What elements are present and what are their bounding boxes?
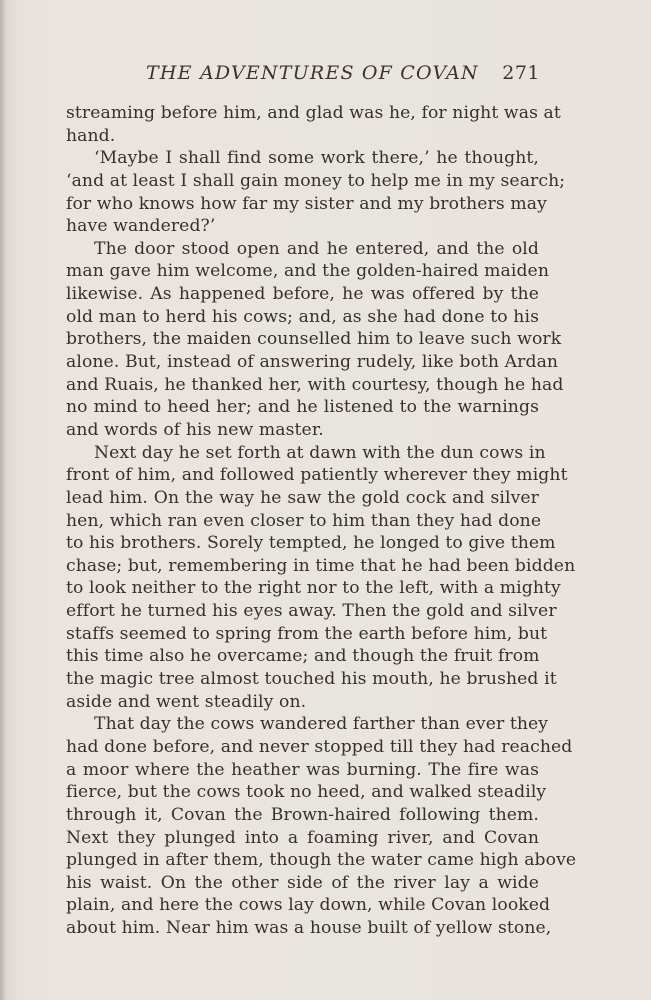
text-line: The door stood open and he entered, and the old (94, 238, 539, 259)
text-line: effort he turned his eyes away. Then the gold and silver (66, 601, 557, 622)
running-head: THE ADVENTURES OF COVAN (146, 62, 479, 84)
text-line: ‘and at least I shall gain money to help me in my search; (66, 170, 566, 191)
text-line: and words of his new master. (66, 419, 324, 440)
text-line: hand. (66, 125, 116, 146)
text-line: lead him. On the way he saw the gold cock and silver (66, 487, 539, 508)
text-line: chase; but, remembering in time that he had been bidden (66, 555, 576, 576)
text-line: ‘Maybe I shall find some work there,’ he thought, (94, 148, 539, 169)
text-line: through it, Covan the Brown-haired following them. (66, 804, 539, 825)
text-line: this time also he overcame; and though the fruit from (66, 646, 540, 667)
text-line: man gave him welcome, and the golden-haired maiden (66, 261, 549, 282)
text-line: no mind to heed her; and he listened to the warnings (66, 397, 539, 418)
text-line: for who knows how far my sister and my brothers may (66, 193, 547, 214)
text-line: brothers, the maiden counselled him to leave such work (66, 329, 562, 350)
text-line: to look neither to the right nor to the left, with a mighty (66, 578, 561, 599)
text-line: about him. Near him was a house built of yellow stone, (66, 918, 552, 939)
body-text (66, 102, 577, 940)
text-line: to his brothers. Sorely tempted, he longed to give them (66, 533, 556, 554)
text-line: fierce, but the cows took no heed, and walked steadily (66, 782, 547, 803)
text-line: streaming before him, and glad was he, for night was at (66, 103, 561, 123)
text-line: a moor where the heather was burning. The fire was (66, 759, 539, 780)
page-header (140, 62, 540, 88)
text-line: and Ruais, he thanked her, with courtesy, though he had (66, 374, 564, 395)
text-line: alone. But, instead of answering rudely, like both Ardan (66, 352, 559, 373)
text-line: Next they plunged into a foaming river, and Covan (66, 827, 539, 848)
text-line: likewise. As happened before, he was offered by the (66, 284, 539, 305)
text-line: Next day he set forth at dawn with the dun cows in (94, 442, 546, 463)
text-line: hen, which ran even closer to him than they had done (66, 510, 542, 531)
text-line: the magic tree almost touched his mouth, he brushed it (66, 669, 557, 690)
text-line: aside and went steadily on. (66, 691, 307, 712)
text-line: have wandered?’ (66, 216, 216, 237)
text-line: plain, and here the cows lay down, while Covan looked (66, 895, 551, 916)
page-number: 271 (502, 62, 540, 84)
text-line: That day the cows wandered farther than ever they (94, 714, 549, 735)
text-line: his waist. On the other side of the river lay a wide (66, 872, 539, 893)
spine-shadow (0, 0, 6, 1000)
text-line: front of him, and followed patiently wherever they might (66, 465, 568, 486)
text-line: staffs seemed to spring from the earth before him, but (66, 623, 548, 644)
text-line: plunged in after them, though the water came high above (66, 850, 577, 871)
text-line: had done before, and never stopped till they had reached (66, 736, 573, 757)
text-line: old man to herd his cows; and, as she had done to his (66, 306, 539, 327)
